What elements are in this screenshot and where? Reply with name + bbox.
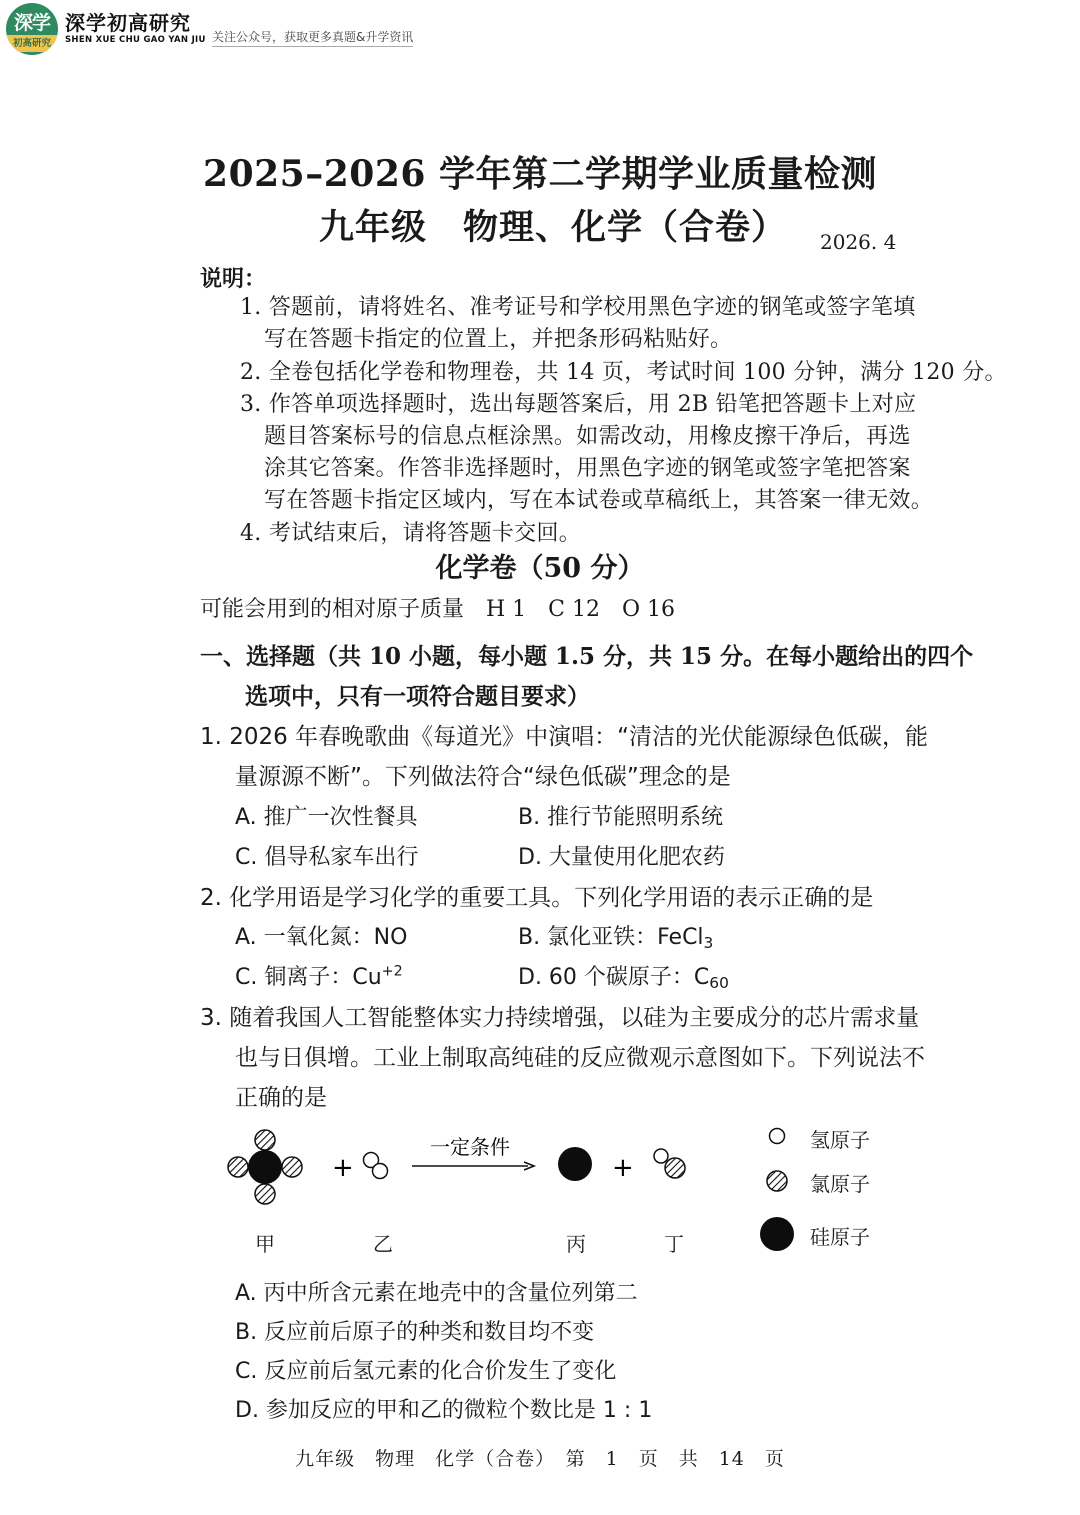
reaction-condition: 一定条件 <box>430 1135 510 1159</box>
legend-si-label: 硅原子 <box>810 1225 870 1249</box>
part-heading: 一、选择题（共 10 小题，每小题 1.5 分，共 15 分。在每小题给出的四个 <box>200 643 974 670</box>
legend-h-symbol <box>770 1129 785 1144</box>
legend-cl-symbol <box>767 1171 787 1191</box>
legend-cl-label: 氯原子 <box>810 1172 870 1196</box>
cl-atom <box>665 1158 685 1178</box>
q3-option-b[interactable]: B. 反应前后原子的种类和数目均不变 <box>235 1320 595 1345</box>
q2-option-c[interactable] <box>235 960 403 991</box>
q3-option-c[interactable]: C. 反应前后氢元素的化合价发生了变化 <box>235 1359 617 1384</box>
q2-option-d[interactable] <box>518 960 729 992</box>
label-ding: 丁 <box>664 1232 684 1256</box>
label-jia: 甲 <box>255 1232 275 1256</box>
si-atom <box>248 1150 282 1184</box>
q2-option-c-sup: +2 <box>381 963 403 980</box>
exam-subtitle: 九年级 物理、化学（合卷） <box>318 207 787 248</box>
question-3-cont: 也与日俱增。工业上制取高纯硅的反应微观示意图如下。下列说法不 <box>235 1045 925 1071</box>
instruction-line: 2. 全卷包括化学卷和物理卷，共 14 页，考试时间 100 分钟，满分 120 分。 <box>240 360 1007 385</box>
section-title: 化学卷（50 分） <box>435 553 645 584</box>
legend-si-symbol <box>760 1217 794 1251</box>
label-yi: 乙 <box>373 1232 393 1256</box>
q2-option-d-text: D. 60 个碳原子：C <box>518 965 710 990</box>
brand-pinyin: SHEN XUE CHU GAO YAN JIU <box>65 35 206 46</box>
molecule-yi <box>364 1153 388 1179</box>
brand-badge-top: 深学 <box>13 12 50 34</box>
atomic-mass-line: 可能会用到的相对原子质量 H 1 C 12 O 16 <box>200 597 676 622</box>
plus-sign: + <box>332 1153 354 1183</box>
question-3: 3. 随着我国人工智能整体实力持续增强，以硅为主要成分的芯片需求量 <box>200 1005 920 1031</box>
molecule-jia <box>228 1130 302 1204</box>
h-atom <box>373 1164 388 1179</box>
q2-option-b-text: B. 氯化亚铁：FeCl <box>518 925 704 950</box>
part-heading-cont: 选项中，只有一项符合题目要求） <box>245 683 590 710</box>
q2-option-b[interactable] <box>518 920 713 952</box>
molecule-bing <box>558 1147 592 1181</box>
plus-sign: + <box>612 1153 634 1183</box>
cl-atom <box>255 1130 275 1150</box>
question-1-cont: 量源源不断”。下列做法符合“绿色低碳”理念的是 <box>235 764 731 790</box>
exam-title: 2025–2026 学年第二学期学业质量检测 <box>203 153 877 195</box>
instruction-line: 1. 答题前，请将姓名、准考证号和学校用黑色字迹的钢笔或签字笔填 <box>240 295 916 320</box>
question-3-cont: 正确的是 <box>235 1085 327 1111</box>
q2-option-c-text: C. 铜离子：Cu <box>235 965 382 990</box>
instruction-line: 3. 作答单项选择题时，选出每题答案后，用 2B 铅笔把答题卡上对应 <box>240 392 917 417</box>
instruction-line: 写在答题卡指定的位置上，并把条形码粘贴好。 <box>264 327 733 352</box>
legend-h-label: 氢原子 <box>810 1128 870 1152</box>
label-bing: 丙 <box>566 1232 586 1256</box>
q2-option-a[interactable]: A. 一氧化氮：NO <box>235 925 408 950</box>
instruction-line: 写在答题卡指定区域内，写在本试卷或草稿纸上，其答案一律无效。 <box>264 488 934 513</box>
q3-option-d[interactable]: D. 参加反应的甲和乙的微粒个数比是 1 : 1 <box>235 1398 653 1423</box>
page-footer: 九年级 物理 化学（合卷） 第 1 页 共 14 页 <box>295 1448 785 1470</box>
brand-name: 深学初高研究 <box>65 11 191 36</box>
question-2: 2. 化学用语是学习化学的重要工具。下列化学用语的表示正确的是 <box>200 885 874 911</box>
follow-link[interactable]: 关注公众号，获取更多真题&升学资讯 <box>212 28 413 47</box>
molecule-ding <box>654 1149 685 1178</box>
q1-option-b[interactable]: B. 推行节能照明系统 <box>518 805 724 830</box>
q2-option-d-sub: 60 <box>709 973 729 992</box>
instruction-line: 4. 考试结束后，请将答题卡交回。 <box>240 521 582 546</box>
q1-option-d[interactable]: D. 大量使用化肥农药 <box>518 845 725 870</box>
brand-badge <box>6 3 58 55</box>
cl-atom <box>255 1184 275 1204</box>
q1-option-a[interactable]: A. 推广一次性餐具 <box>235 805 418 830</box>
brand-badge-bottom: 初高研究 <box>6 35 58 52</box>
instruction-line: 题目答案标号的信息点框涂黑。如需改动，用橡皮擦干净后，再选 <box>264 424 911 449</box>
q2-option-b-sub: 3 <box>703 933 714 952</box>
cl-atom <box>228 1157 248 1177</box>
q3-option-a[interactable]: A. 丙中所含元素在地壳中的含量位列第二 <box>235 1281 638 1306</box>
exam-date: 2026. 4 <box>820 230 897 254</box>
instructions-heading: 说明： <box>200 266 267 292</box>
instruction-line: 涂其它答案。作答非选择题时，用黑色字迹的钢笔或签字笔把答案 <box>264 456 911 481</box>
cl-atom <box>282 1157 302 1177</box>
q1-option-c[interactable]: C. 倡导私家车出行 <box>235 845 419 870</box>
h-atom <box>654 1149 668 1163</box>
question-1: 1. 2026 年春晚歌曲《每道光》中演唱：“清洁的光伏能源绿色低碳，能 <box>200 724 929 750</box>
brand-logo <box>6 4 206 54</box>
